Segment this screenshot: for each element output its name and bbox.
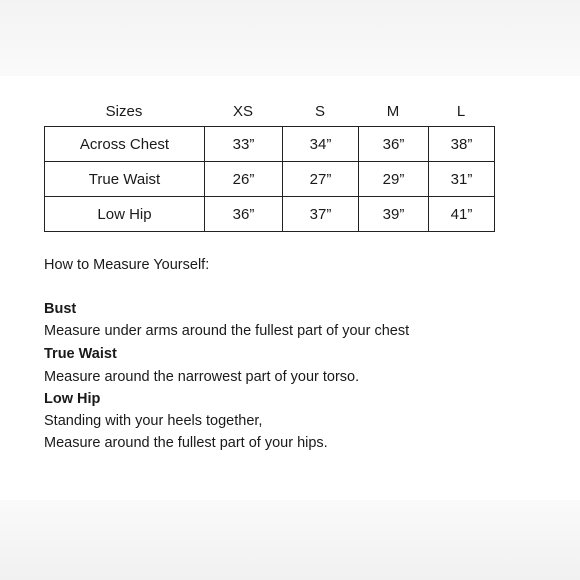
- header-size-s: S: [314, 103, 325, 120]
- table-row-low-hip: [45, 197, 495, 232]
- cell-value: 27”: [283, 162, 359, 197]
- row-label: True Waist: [45, 162, 205, 197]
- header-sizes: Sizes: [105, 103, 143, 120]
- cell-value: 31”: [429, 162, 495, 197]
- header-size-l: L: [456, 103, 466, 120]
- header-size-m: M: [386, 103, 400, 120]
- header-size-xs: XS: [232, 103, 253, 120]
- cell-value: 37”: [283, 197, 359, 232]
- size-chart-table: [44, 126, 495, 232]
- measure-guide-intro: How to Measure Yourself:: [44, 257, 210, 273]
- row-label: Low Hip: [45, 197, 205, 232]
- cell-value: 41”: [429, 197, 495, 232]
- cell-value: 36”: [205, 197, 283, 232]
- hip-instruction-line-2: Measure around the fullest part of your hips.: [44, 435, 328, 451]
- hip-instruction-line-1: Standing with your heels together,: [44, 413, 263, 429]
- cell-value: 33”: [205, 127, 283, 162]
- row-label: Across Chest: [45, 127, 205, 162]
- cell-value: 29”: [359, 162, 429, 197]
- cell-value: 38”: [429, 127, 495, 162]
- bust-instruction: Measure under arms around the fullest part of your chest: [44, 323, 410, 339]
- bust-heading: Bust: [44, 301, 77, 317]
- cell-value: 26”: [205, 162, 283, 197]
- top-background-band: [0, 0, 580, 76]
- bottom-background-band: [0, 500, 580, 580]
- cell-value: 39”: [359, 197, 429, 232]
- cell-value: 34”: [283, 127, 359, 162]
- waist-heading: True Waist: [44, 346, 117, 362]
- hip-heading: Low Hip: [44, 391, 101, 407]
- waist-instruction: Measure around the narrowest part of your torso.: [44, 369, 360, 385]
- table-row-across-chest: [45, 127, 495, 162]
- cell-value: 36”: [359, 127, 429, 162]
- table-row-true-waist: [45, 162, 495, 197]
